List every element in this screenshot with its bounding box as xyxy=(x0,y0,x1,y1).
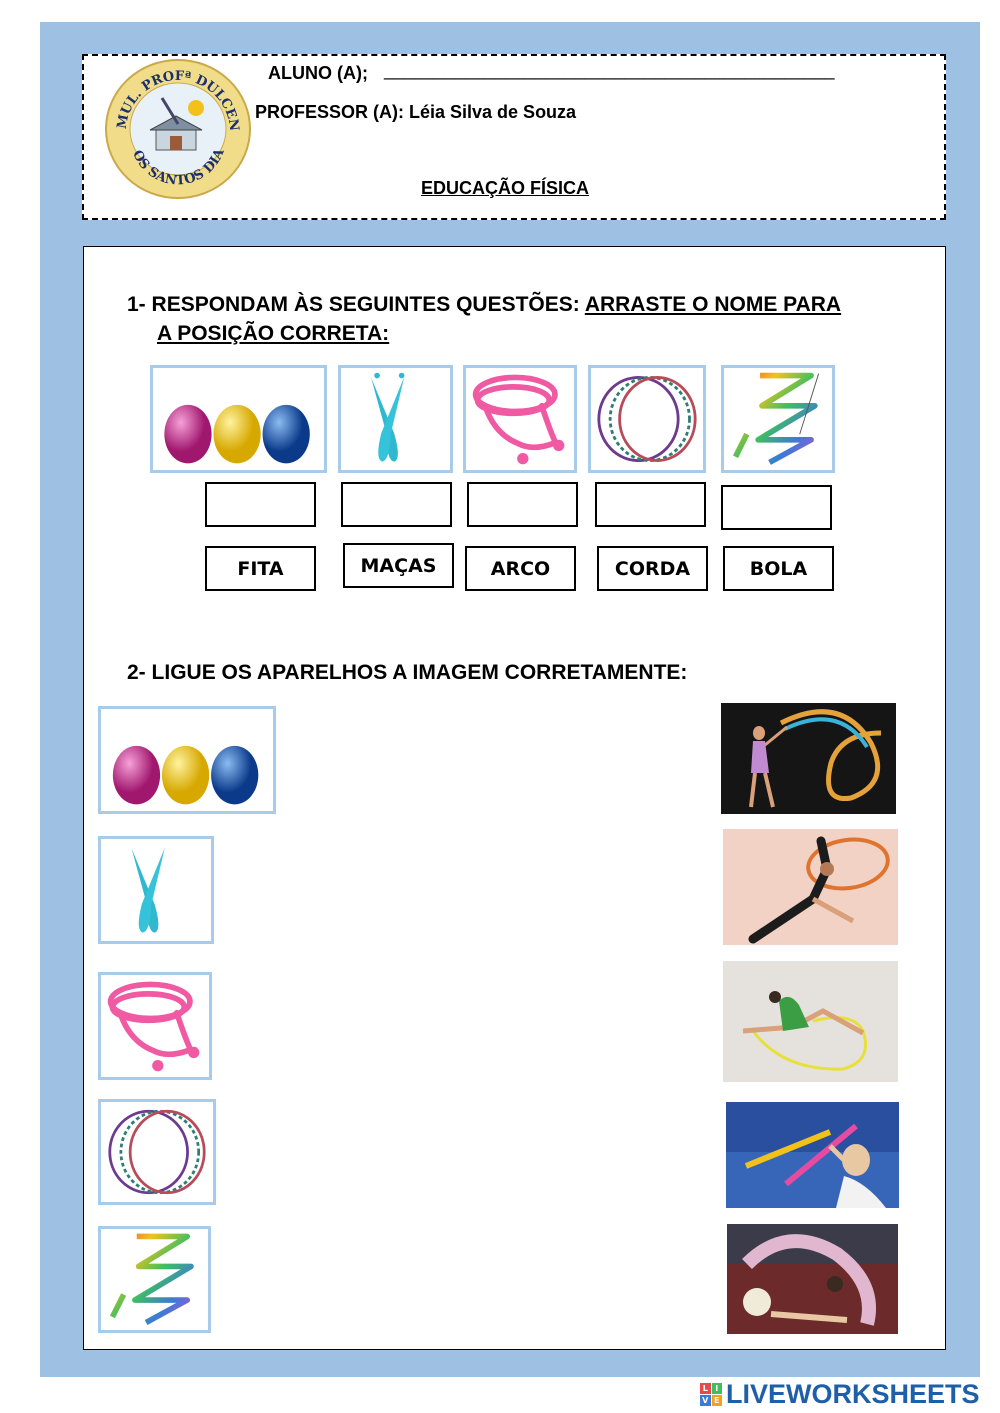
liveworksheets-brand[interactable] xyxy=(700,1380,980,1408)
question2-title xyxy=(127,661,687,685)
question1-number: 1- xyxy=(127,293,146,316)
question1-text: RESPONDAM ÀS SEGUINTES QUESTÕES: xyxy=(151,293,585,316)
brand-text: LIVEWORKSHEETS xyxy=(726,1378,980,1409)
match-left-rope[interactable] xyxy=(98,972,212,1080)
answer-box-2[interactable] xyxy=(341,482,452,527)
question1-instruction-2: A POSIÇÃO CORRETA: xyxy=(157,322,390,345)
word-corda[interactable]: CORDA xyxy=(597,546,708,591)
rope-image xyxy=(463,365,577,473)
match-right-gymnast-ball-photo[interactable] xyxy=(727,1224,898,1334)
balls-image xyxy=(150,365,327,473)
seal-top-text: MUL. PROFª DULCEN xyxy=(114,68,242,132)
word-arco[interactable]: ARCO xyxy=(465,546,576,591)
match-right-gymnast-clubs-photo[interactable] xyxy=(726,1102,899,1208)
match-right-gymnast-rope-photo[interactable] xyxy=(723,961,898,1082)
subject-title: EDUCAÇÃO FÍSICA xyxy=(421,178,590,198)
logo-letter-i: I xyxy=(712,1383,723,1394)
student-label: ALUNO (A); xyxy=(268,63,368,83)
word-fita[interactable]: FITA xyxy=(205,546,316,591)
match-right-gymnast-ribbon-photo[interactable] xyxy=(721,703,896,814)
match-left-clubs[interactable] xyxy=(98,836,214,944)
answer-box-5[interactable] xyxy=(721,485,832,530)
logo-letter-l: L xyxy=(700,1383,711,1394)
logo-letter-v: V xyxy=(700,1395,711,1406)
answer-box-3[interactable] xyxy=(467,482,578,527)
answer-box-1[interactable] xyxy=(205,482,316,527)
hoop-image xyxy=(588,365,706,473)
seal-bottom-text: OS SANTOS DIA xyxy=(129,146,228,189)
liveworksheets-logo-icon xyxy=(700,1383,722,1405)
match-right-gymnast-hoop-photo[interactable] xyxy=(723,829,898,945)
ribbon-image xyxy=(721,365,835,473)
question1-instruction-1: ARRASTE O NOME PARA xyxy=(584,293,842,316)
match-left-balls[interactable] xyxy=(98,706,276,814)
school-seal xyxy=(104,58,252,200)
clubs-image xyxy=(338,365,453,473)
word-macas[interactable]: MAÇAS xyxy=(343,543,454,588)
match-left-ribbon[interactable] xyxy=(98,1226,211,1333)
student-name-line[interactable]: _____________________________________________ xyxy=(384,60,835,80)
answer-box-4[interactable] xyxy=(595,482,706,527)
question2-text: LIGUE OS APARELHOS A IMAGEM CORRETAMENTE: xyxy=(151,661,688,684)
question2-number: 2- xyxy=(127,661,146,684)
match-left-hoop[interactable] xyxy=(98,1099,216,1205)
logo-letter-e: E xyxy=(712,1395,723,1406)
word-bola[interactable]: BOLA xyxy=(723,546,834,591)
teacher-label: PROFESSOR (A): Léia Silva de Souza xyxy=(255,102,577,122)
question1-line1 xyxy=(127,293,841,317)
